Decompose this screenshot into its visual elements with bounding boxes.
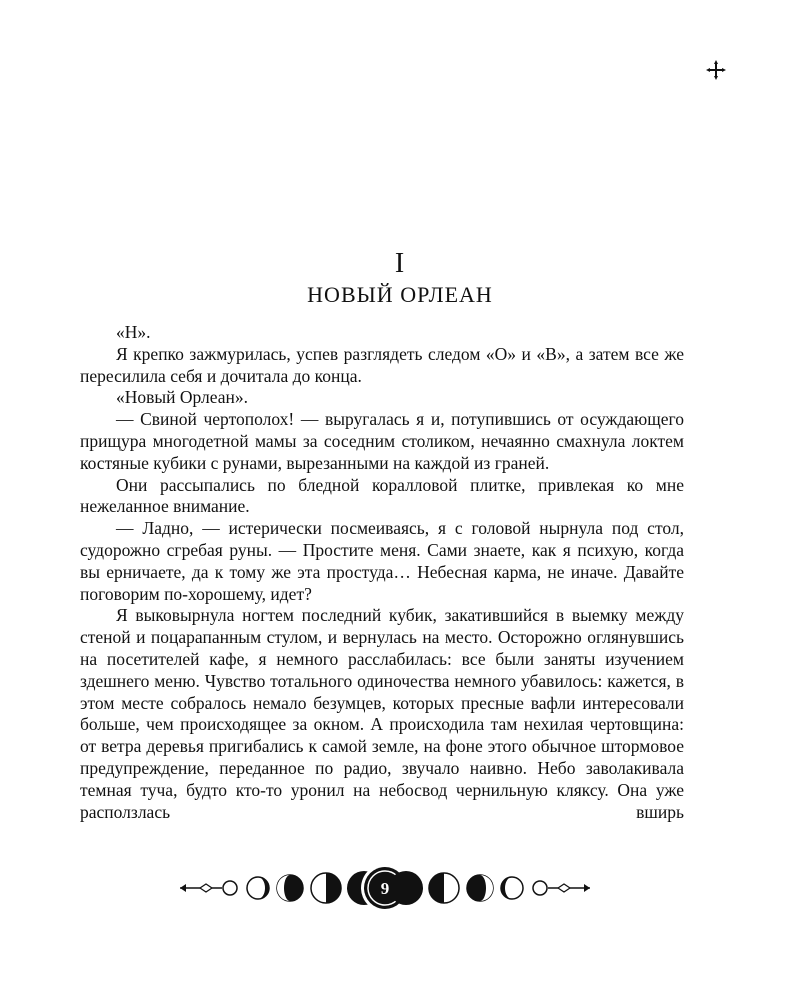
paragraph: Я выковырнула ногтем последний кубик, закатившийся в выемку между стеной и поцарапанным стулом, и вернулась на место. Осторожно оглянувшись на посетителей кафе, я немного расслабилась: все были заняты изучением здешнего меню. Чувство тотального одиночества немного убавилось: кажется, в этом месте собралось немало безумцев, которых пресные вафли интересовали больше, чем происходящее за окном. А происходила там нехилая чертовщина: от ветра деревья пригибались к самой земле, на фоне этого обычное штормовое предупреждение, переданное по радио, звучало наивно. Небо заволакивала темная туча, будто кто-то уронил на небосвод чернильную кляксу. Она уже расползлась вширь — [80, 605, 684, 822]
paragraph: Я крепко зажмурилась, успев разглядеть следом «О» и «В», а затем все же пересилила себя и дочитала до конца. — [80, 343, 684, 386]
moon-phases-ornament — [180, 862, 590, 914]
page-number: 9 — [380, 879, 390, 898]
body-text — [80, 322, 684, 823]
paragraph: — Свиной чертополох! — выругалась я и, потупившись от осуждающего прищура многодетной мамы за соседним столиком, нечаянно смахнула локтем костяные кубики с рунами, вырезанными на каждой из граней. — [80, 409, 684, 473]
paragraph: — Ладно, — истерически посмеиваясь, я с головой нырнула под стол, судорожно сгребая руны. — Простите меня. Сами знаете, как я психую, когда вы ерничаете, да к тому же эта простуда… Небесная карма, не иначе. Давайте поговорим по-хорошему, идет? — [80, 518, 684, 604]
chapter-title: НОВЫЙ ОРЛЕАН — [307, 282, 493, 307]
cross-ornament-icon — [704, 58, 728, 82]
paragraph: «Новый Орлеан». — [116, 387, 249, 408]
chapter-number: I — [394, 248, 406, 279]
paragraph: «Н». — [116, 322, 151, 342]
paragraph: Они рассыпались по бледной коралловой плитке, привлекая ко мне нежеланное внимание. — [80, 474, 684, 517]
